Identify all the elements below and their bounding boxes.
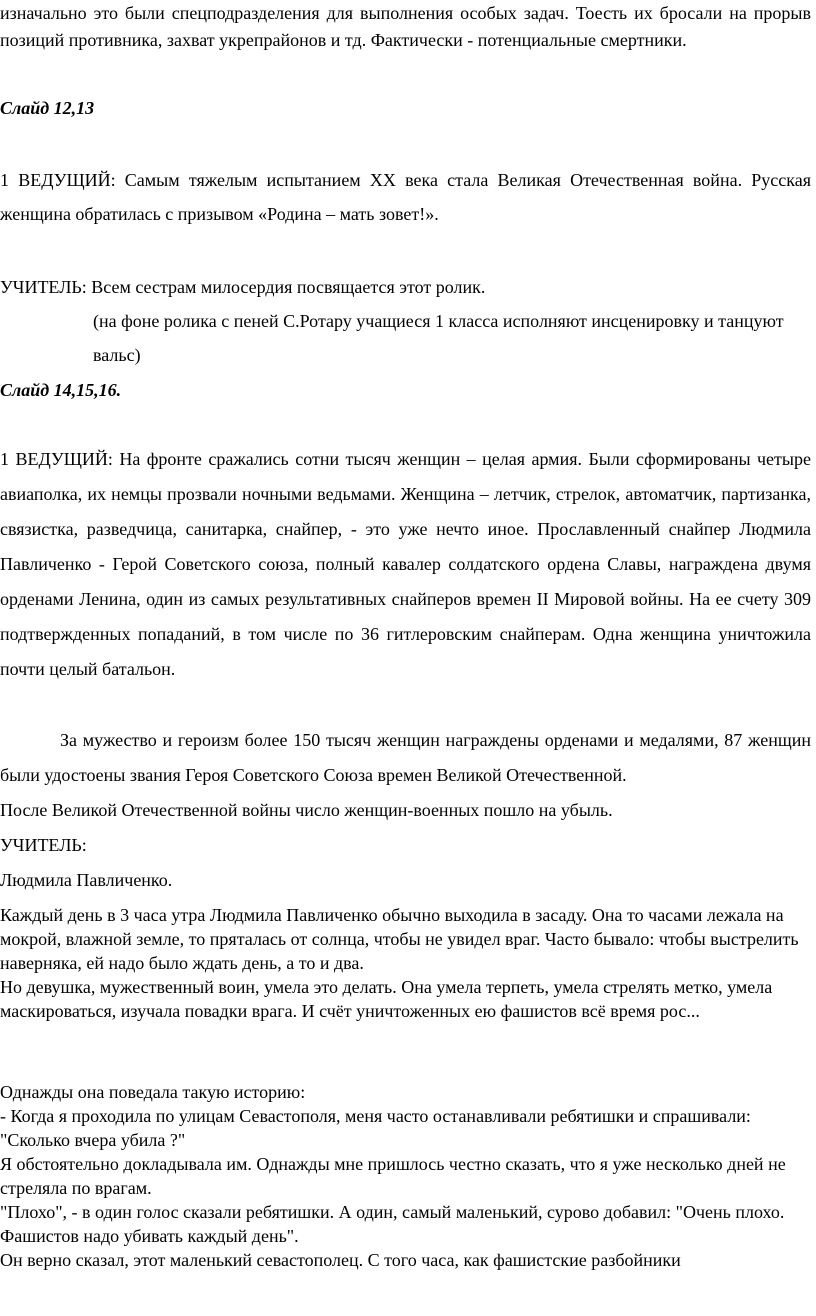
slide-heading-14-16: Слайд 14,15,16. [0, 380, 122, 400]
host-paragraph-2: 1 ВЕДУЩИЙ: На фронте сражались сотни тысяч женщин – целая армия. Были сформированы четыре авиаполка, их немцы прозвали ночными ведьмами. Женщина – летчик, стрелок, автоматчик, партизанка, связистка, разведчица, санитарка, снайпер, - это уже нечто иное. Прославленный снайпер Людмила Павличенко - Герой Советского союза, полный кавалер солдатского ордена Славы, награждена двумя орденами Ленина, один из самых результативных снайперов времен II Мировой войны. На ее счету 309 подтвержденных попаданий, в том числе по 36 гитлеровским снайперам. Одна женщина уничтожила почти целый батальон. [0, 449, 811, 679]
story-paragraph-1: Каждый день в 3 часа утра Людмила Павличенко обычно выходила в засаду. Она то часами лежала на мокрой, влажной земле, то пряталась от солнца, чтобы не увидел враг. Часто бывало: чтобы выстрелить наверняка, ей надо было ждать день, а то и два. Но девушка, мужественный воин, умела это делать. Она умела терпеть, умела стрелять метко, умела маскироваться, изучала повадки врага. И счёт уничтоженных ею фашистов всё время рос... [0, 905, 799, 1021]
story-paragraph-2: Однажды она поведала такую историю: - Когда я проходила по улицам Севастополя, меня часто останавливали ребятишки и спрашивали: "Сколько вчера убила ?" Я обстоятельно докладывала им. Однажды мне пришлось честно сказать, что я уже несколько дней не стреляла по врагам. "Плохо", - в один голос сказали ребятишки. А один, самый маленький, сурово добавил: "Очень плохо. Фашистов надо убивать каждый день". Он верно сказал, этот маленький севастополец. С того часа, как фашистские разбойники [0, 1082, 786, 1270]
host-paragraph-1: 1 ВЕДУЩИЙ: Самым тяжелым испытанием ХХ века стала Великая Отечественная война. Русская женщина обратилась с призывом «Родина – мать зовет!». [0, 170, 811, 224]
teacher-label-2: УЧИТЕЛЬ: [0, 835, 87, 855]
slide-heading-12-13: Слайд 12,13 [0, 98, 95, 118]
intro-paragraph: изначально это были спецподразделения для выполнения особых задач. Тоесть их бросали на прорыв позиций противника, захват укрепрайонов и тд. Фактически - потенциальные смертники. [0, 3, 811, 50]
stage-note: (на фоне ролика с пеней С.Ротару учащиеся 1 класса исполняют инсценировку и танцуют вальс) [93, 311, 784, 365]
awards-paragraph: За мужество и героизм более 150 тысяч женщин награждены орденами и медалями, 87 женщин были удостоены звания Героя Советского Союза времен Великой Отечественной. [0, 730, 811, 785]
teacher-paragraph-1: УЧИТЕЛЬ: Всем сестрам милосердия посвящается этот ролик. [0, 277, 486, 297]
after-war-paragraph: После Великой Отечественной войны число женщин-военных пошло на убыль. [0, 800, 613, 820]
name-heading: Людмила Павличенко. [0, 870, 173, 890]
